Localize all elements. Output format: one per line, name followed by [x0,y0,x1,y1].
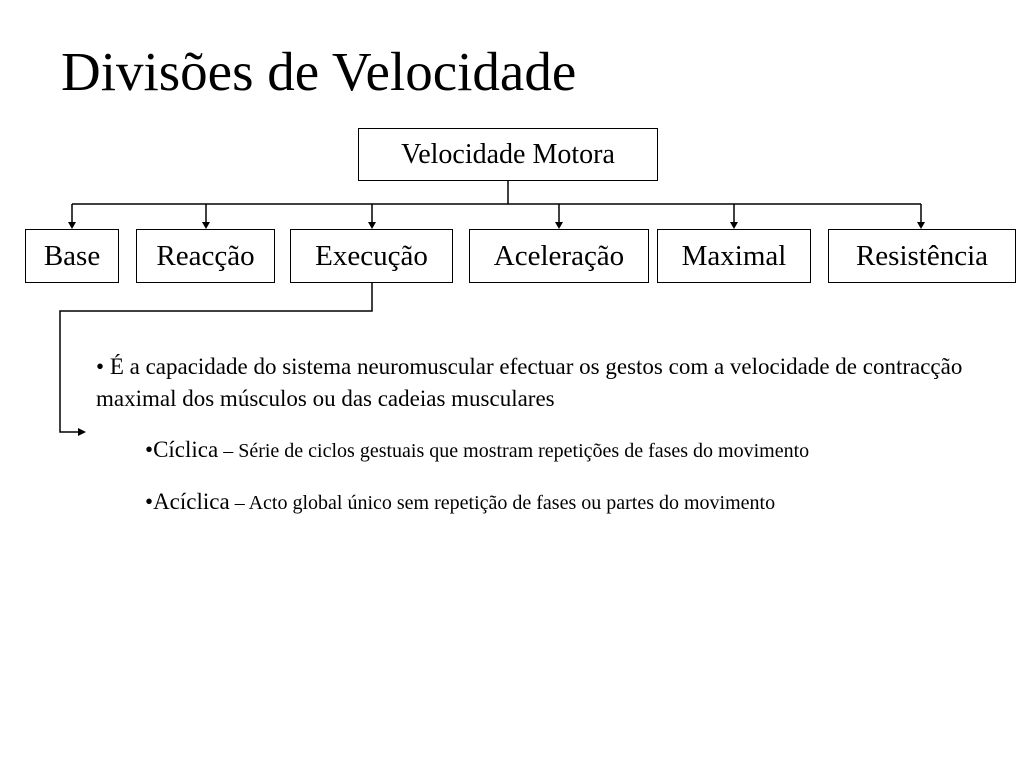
definition-bullet: • [96,354,105,379]
definition-text: É a capacidade do sistema neuromuscular efectuar os gestos com a velocidade de contracção maximal dos músculos ou das cadeias musculares [96,354,963,411]
arrowhead-reaccao [202,222,210,229]
subitem-bullet: • [145,489,154,514]
subitem-term: Acíclica [153,489,230,514]
subitem-term: Cíclica [153,437,219,462]
root-box-velocidade-motora: Velocidade Motora [358,128,658,181]
subitem-description: – Acto global único sem repetição de fases ou partes do movimento [229,492,776,514]
subitem-ciclica [145,437,1015,462]
arrowhead-aceleracao [555,222,563,229]
child-box-base: Base [25,229,119,283]
slide-title: Divisões de Velocidade [61,41,577,102]
subitem-aciclica [145,489,1015,514]
subitem-bullet: • [145,437,154,462]
child-box-resistencia: Resistência [828,229,1016,283]
arrowhead-base [68,222,76,229]
child-box-reaccao: Reacção [136,229,275,283]
child-box-aceleracao: Aceleração [469,229,649,283]
definition-paragraph [96,351,996,415]
child-box-execucao: Execução [290,229,453,283]
subitem-description: – Série de ciclos gestuais que mostram repetições de fases do movimento [218,440,810,462]
child-box-maximal: Maximal [657,229,811,283]
arrowhead-execucao [368,222,376,229]
arrowhead-maximal [730,222,738,229]
elbow-arrowhead [78,428,86,436]
arrowhead-resistencia [917,222,925,229]
